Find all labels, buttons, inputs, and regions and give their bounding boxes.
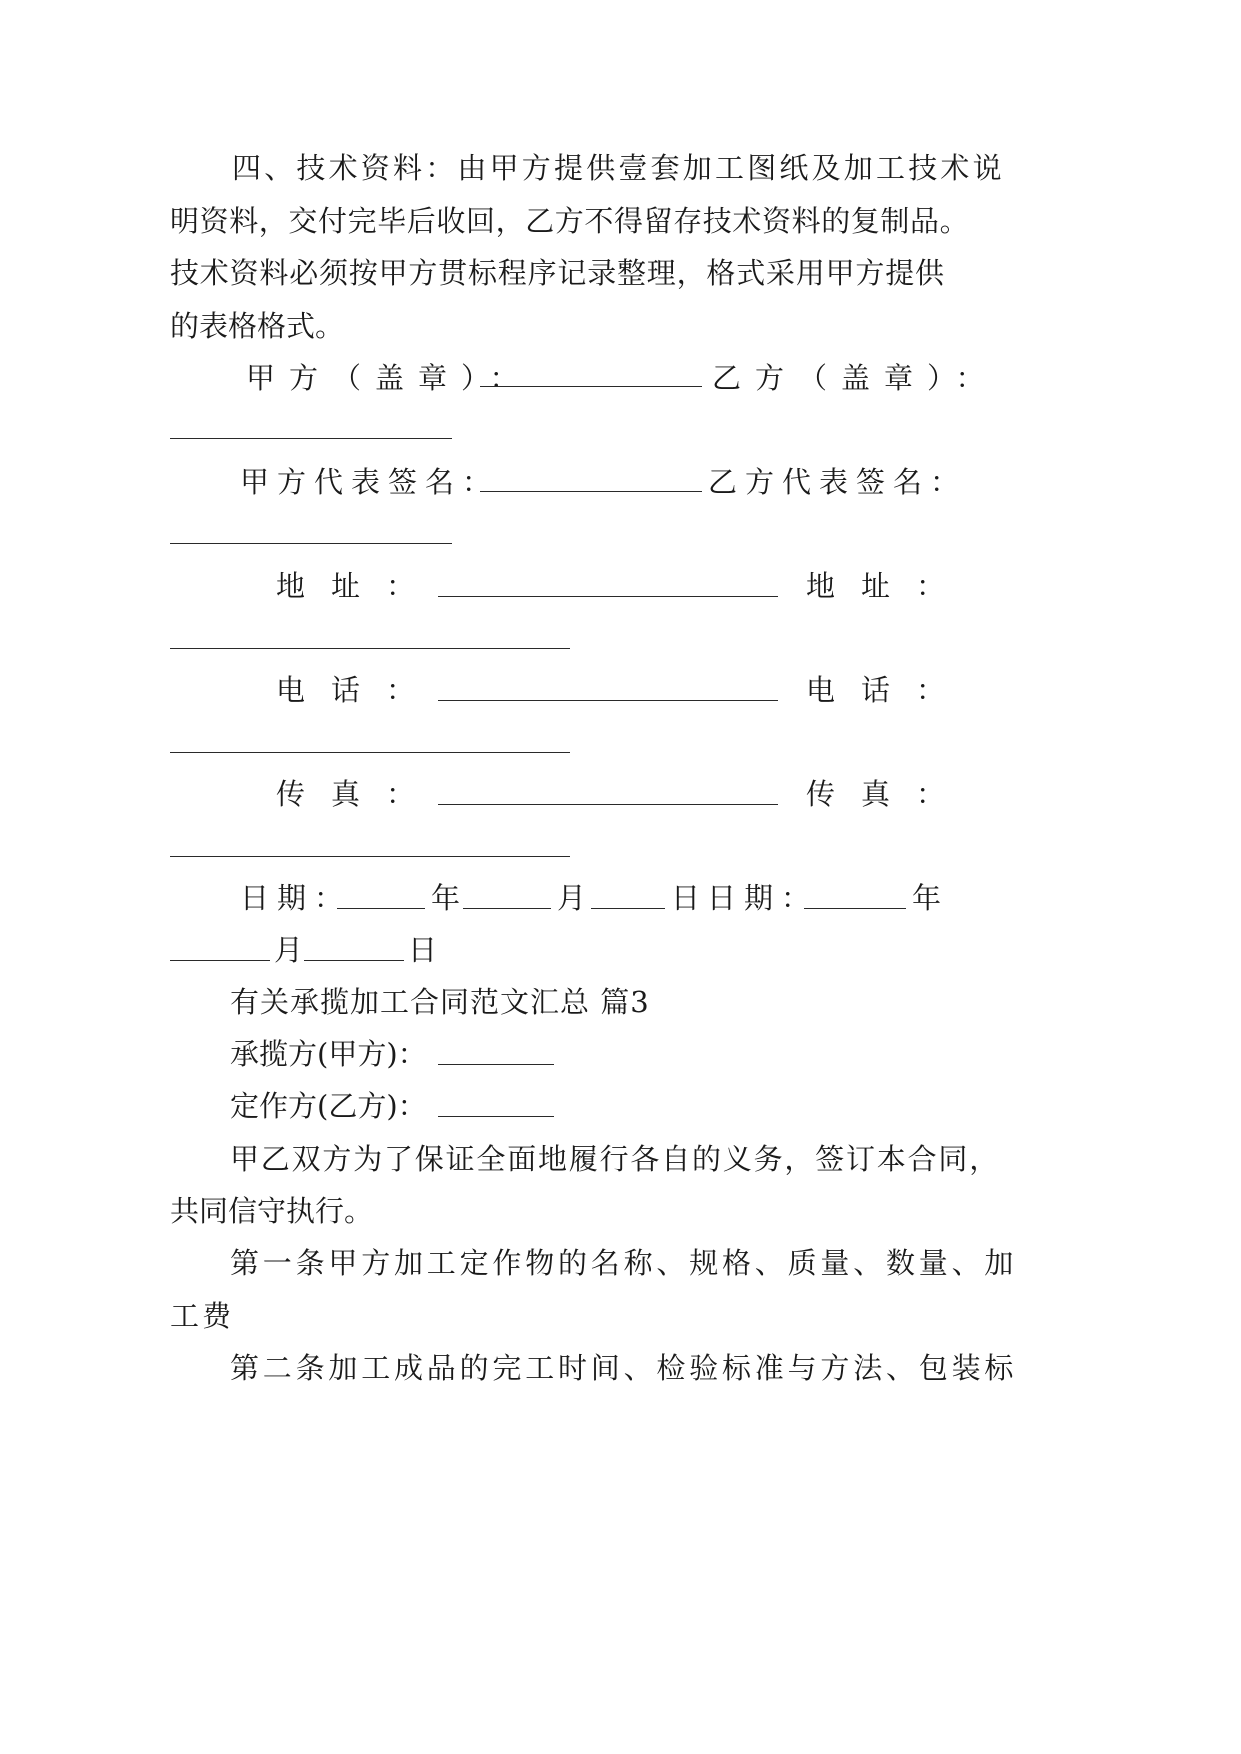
party-a-day-blank[interactable] [591, 908, 665, 909]
orderer-label: 定作方(乙方)： [230, 1089, 427, 1123]
contractor-blank[interactable] [438, 1064, 554, 1065]
orderer-blank[interactable] [438, 1116, 554, 1117]
party-b-month-label: 月 [274, 933, 304, 967]
party-b-fax-label: 传真： [806, 777, 972, 811]
party-b-seal-label: 乙方（盖章）： [712, 361, 999, 395]
party-b-day-blank[interactable] [304, 960, 404, 961]
paragraph-line: 第一条甲方加工定作物的名称、规格、质量、数量、加 [230, 1246, 1018, 1280]
party-a-fax-label: 传真： [276, 777, 442, 811]
paragraph-line: 的表格格式。 [170, 309, 345, 343]
party-a-seal-label: 甲方（盖章）： [246, 361, 533, 395]
party-a-month-label: 月 [557, 881, 587, 915]
party-a-date-label: 日期： [240, 881, 352, 915]
party-b-phone-blank[interactable] [170, 752, 570, 753]
paragraph-line: 共同信守执行。 [170, 1194, 374, 1228]
party-a-fax-blank[interactable] [438, 804, 778, 805]
party-a-address-label: 地址： [276, 569, 442, 603]
paragraph-line: 技术资料必须按甲方贯标程序记录整理，格式采用甲方提供 [170, 256, 945, 290]
paragraph-line: 四、技术资料：由甲方提供壹套加工图纸及加工技术说 [232, 151, 1005, 185]
party-b-date-label: 日期： [707, 881, 819, 915]
party-a-address-blank[interactable] [438, 596, 778, 597]
party-b-address-label: 地址： [806, 569, 972, 603]
party-a-year-label: 年 [431, 881, 461, 915]
paragraph-line: 工费 [170, 1299, 235, 1333]
party-b-address-blank[interactable] [170, 648, 570, 649]
paragraph-line: 第二条加工成品的完工时间、检验标准与方法、包装标 [230, 1351, 1018, 1385]
party-b-year-blank[interactable] [804, 908, 906, 909]
contractor-label: 承揽方(甲方)： [230, 1037, 427, 1071]
party-b-fax-blank[interactable] [170, 856, 570, 857]
party-b-year-label: 年 [912, 881, 942, 915]
party-a-day-label: 日 [671, 881, 701, 915]
party-b-seal-blank[interactable] [170, 438, 452, 439]
party-b-rep-blank[interactable] [170, 543, 452, 544]
party-a-month-blank[interactable] [463, 908, 551, 909]
party-b-month-blank[interactable] [170, 960, 270, 961]
section-title: 有关承揽加工合同范文汇总 篇3 [230, 985, 650, 1019]
party-a-phone-label: 电话： [276, 673, 442, 707]
party-a-phone-blank[interactable] [438, 700, 778, 701]
paragraph-line: 明资料，交付完毕后收回，乙方不得留存技术资料的复制品。 [170, 204, 970, 238]
party-a-seal-blank[interactable] [480, 386, 702, 387]
party-a-year-blank[interactable] [337, 908, 425, 909]
party-a-rep-blank[interactable] [480, 491, 702, 492]
party-a-rep-label: 甲方代表签名： [240, 465, 500, 499]
paragraph-line: 甲乙双方为了保证全面地履行各自的义务，签订本合同， [230, 1142, 1001, 1176]
party-b-phone-label: 电话： [806, 673, 972, 707]
party-b-day-label: 日 [408, 933, 438, 967]
party-b-rep-label: 乙方代表签名： [708, 465, 968, 499]
